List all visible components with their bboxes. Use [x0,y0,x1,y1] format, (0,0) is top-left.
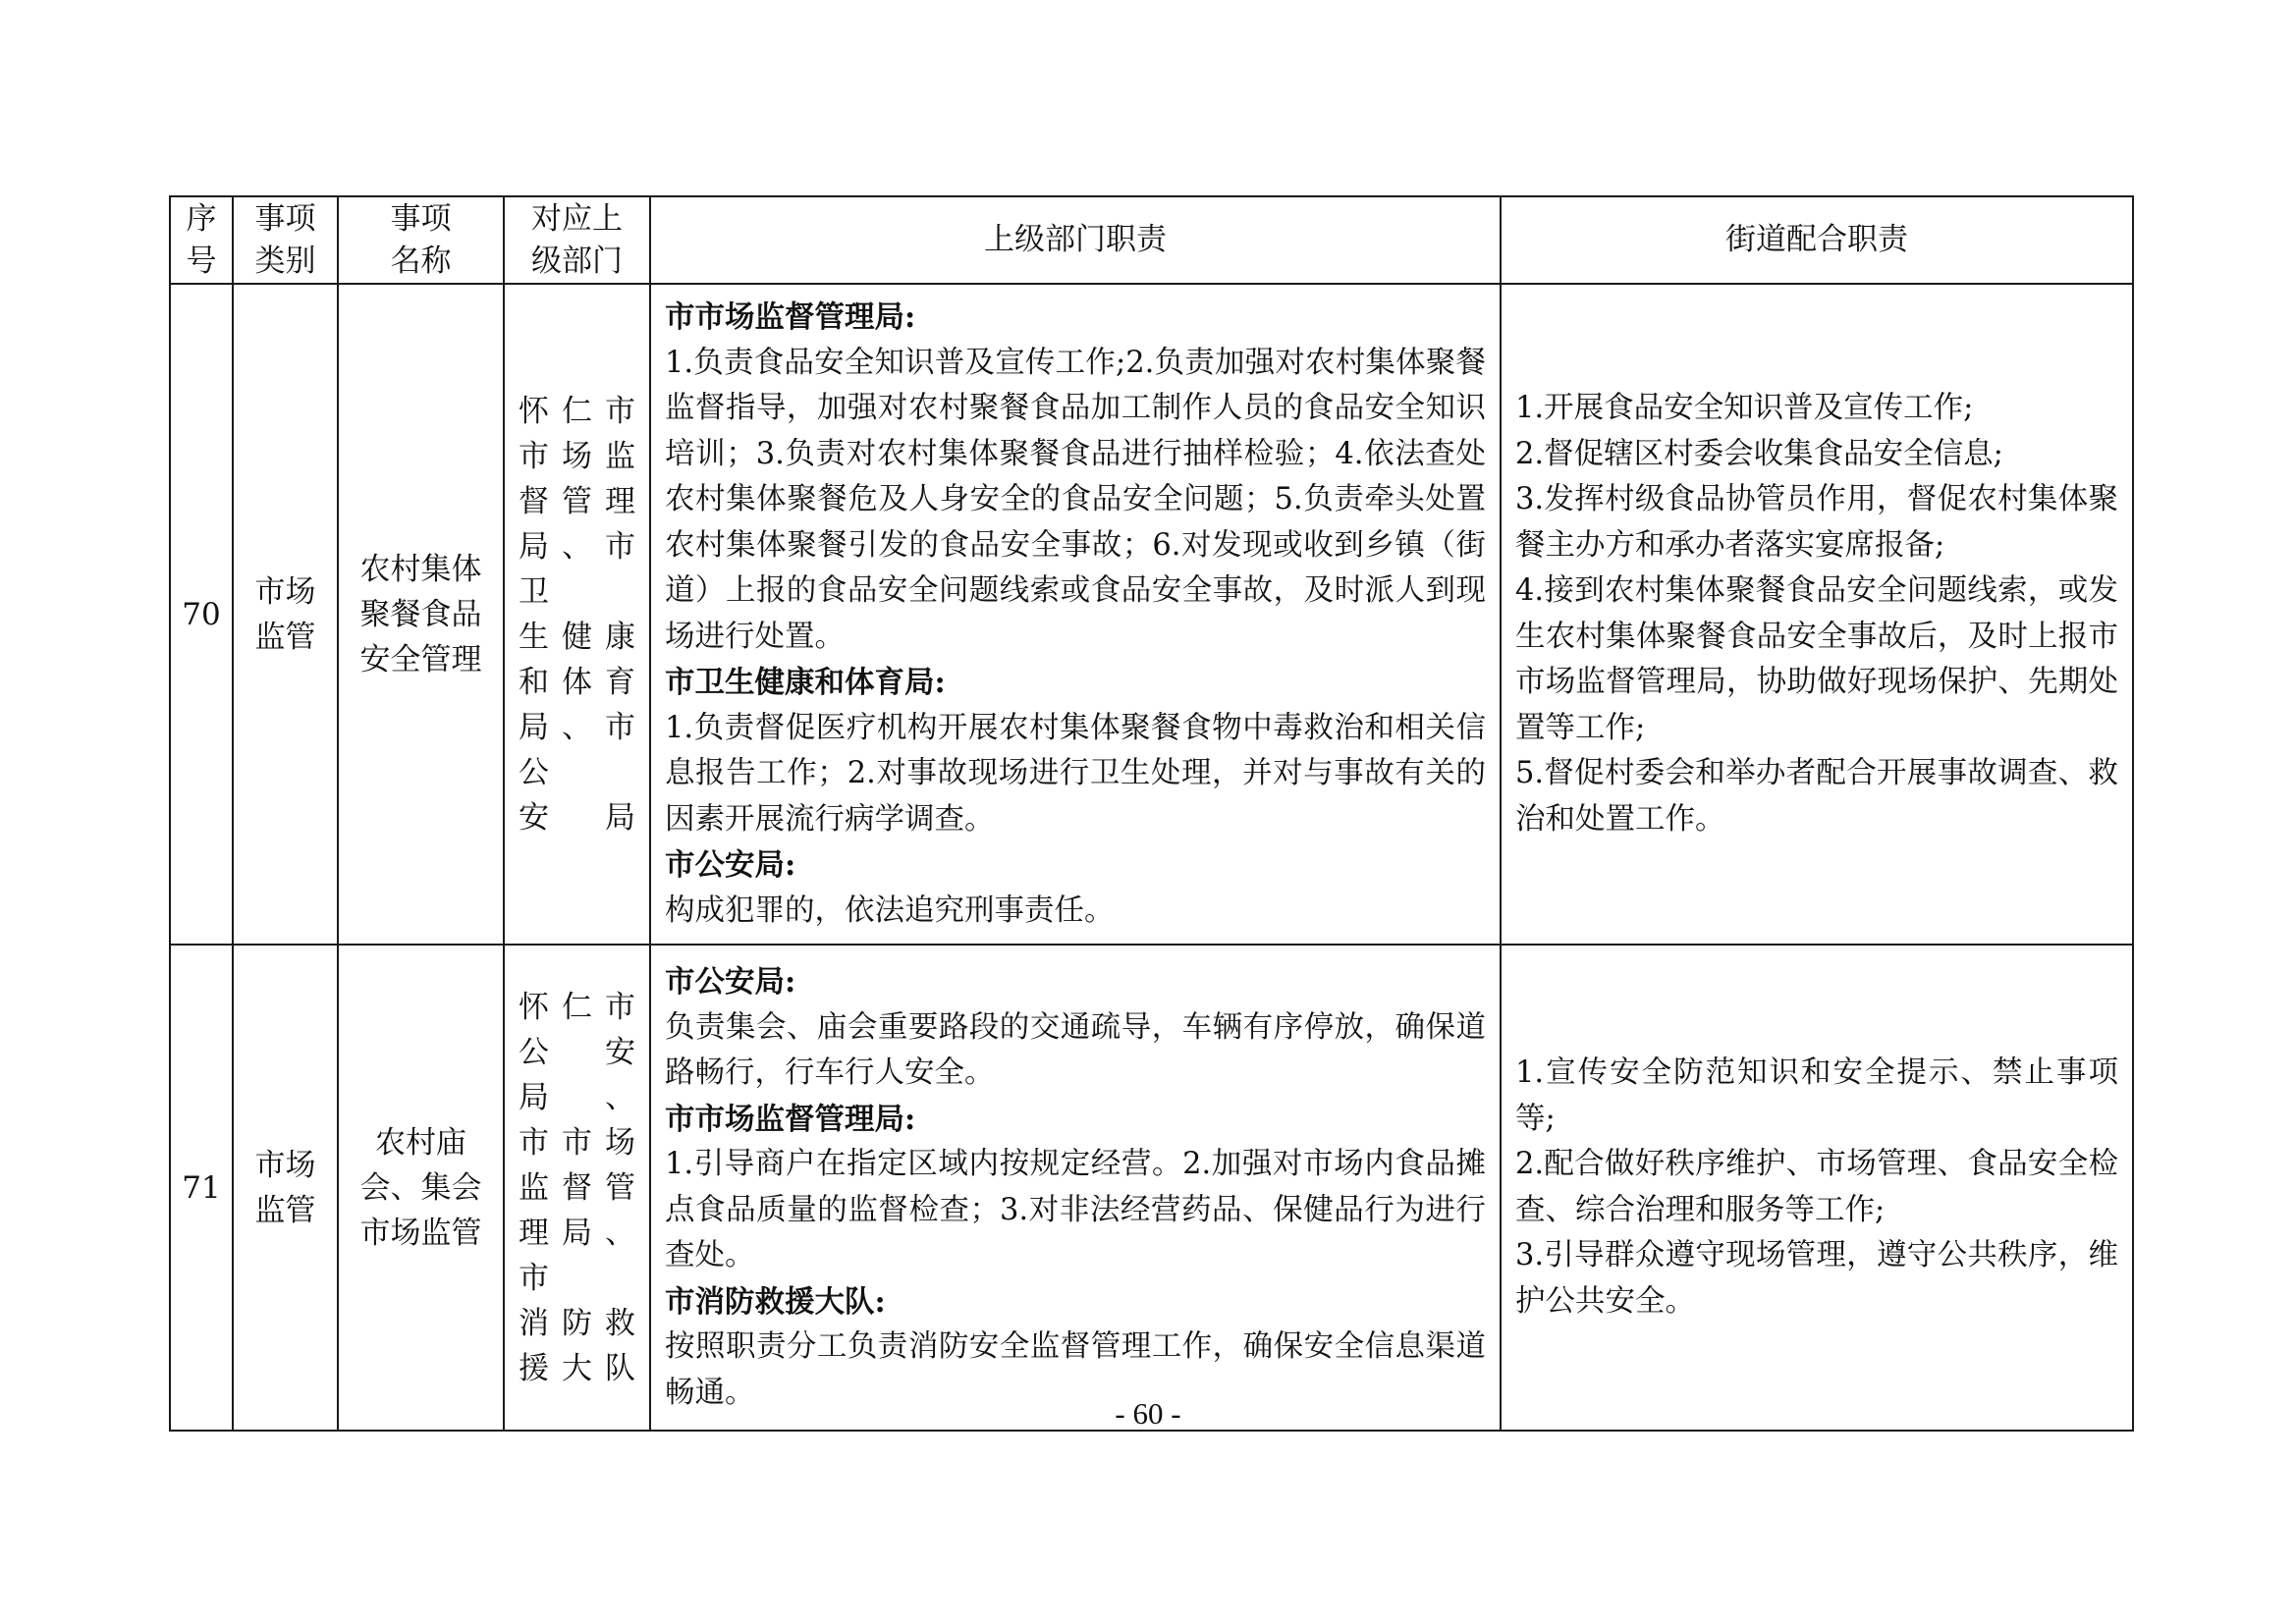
row-item-name-line: 农村集体 [359,551,482,587]
street-duty-item: 1.宣传安全防范知识和安全提示、禁止事项等; [1515,1055,2118,1136]
row-category [233,945,338,1431]
header-row [170,196,2133,284]
row-category-line: 市场 [254,573,316,610]
table-row [170,945,2133,1431]
row-category [233,284,338,945]
row-dept-line: 消防救 [519,1305,635,1341]
row-category-line: 监管 [254,1192,316,1228]
row-category-line: 监管 [254,619,316,655]
row-street-duty [1501,284,2133,945]
row-item-name [338,284,504,945]
upper-dept-duty: 构成犯罪的，依法追究刑事责任。 [665,893,1115,928]
header-upper-duty: 上级部门职责 [650,196,1501,284]
upper-dept-duty: 1.负责督促医疗机构开展农村集体聚餐食物中毒救治和相关信息报告工作；2.对事故现场进行卫生处理，并对与事故有关的因素开展流行病学调查。 [665,710,1486,837]
header-category: 事项 类别 [233,196,338,284]
street-duty-item: 3.发挥村级食品协管员作用，督促农村集体聚餐主办方和承办者落实宴席报备; [1515,482,2118,563]
table-row [170,284,2133,945]
row-dept-line: 市场监 [519,438,635,474]
row-dept-line: 局、市公 [519,709,635,790]
upper-dept-duty: 1.负责食品安全知识普及宣传工作;2.负责加强对农村集体聚餐监督指导，加强对农村聚餐食品加工制作人员的食品安全知识培训；3.负责对农村集体聚餐食品进行抽样检验；4.依法查处农村集体聚餐危及人身安全的食品安全问题；5.负责牵头处置农村集体聚餐引发的食品安全事故；6.对发现或收到乡镇（街道）上报的食品安全问题线索或食品安全事故，及时派人到现场进行处置。 [665,345,1486,654]
upper-dept-heading: 市市场监督管理局: [665,299,916,335]
row-item-name [338,945,504,1431]
street-duty-item: 4.接到农村集体聚餐食品安全问题线索，或发生农村集体聚餐食品安全事故后，及时上报市市场监督管理局，协助做好现场保护、先期处置等工作; [1515,573,2118,745]
row-dept-line: 公安局、 [519,1034,635,1115]
header-name: 事项 名称 [338,196,504,284]
street-duty-item: 2.配合做好秩序维护、市场管理、食品安全检查、综合治理和服务等工作; [1515,1147,2118,1227]
upper-dept-duty: 按照职责分工负责消防安全监督管理工作，确保安全信息渠道畅通。 [665,1329,1486,1410]
page-number: - 60 - [1115,1396,1181,1431]
row-dept-line: 安局 [519,799,635,836]
row-item-name-line: 市场监管 [359,1215,482,1251]
row-item-name-line: 聚餐食品 [359,596,482,632]
row-street-duty [1501,945,2133,1431]
header-seq: 序 号 [170,196,233,284]
upper-dept-duty: 1.引导商户在指定区域内按规定经营。2.加强对市场内食品摊点食品质量的监督检查；3.对非法经营药品、保健品行为进行查处。 [665,1147,1486,1272]
row-item-name-line: 会、集会 [359,1169,482,1206]
row-dept [504,945,650,1431]
row-seq: 70 [170,284,233,945]
row-dept-line: 生健康 [519,619,635,655]
duty-table [169,195,2134,1432]
upper-dept-heading: 市消防救援大队: [665,1283,886,1320]
row-upper-duty [650,945,1501,1431]
row-category-line: 市场 [254,1147,316,1183]
street-duty-item: 1.开展食品安全知识普及宣传工作; [1515,391,1974,425]
row-dept-line: 怀仁市 [519,393,635,429]
upper-dept-heading: 市卫生健康和体育局: [665,665,946,700]
row-dept [504,284,650,945]
upper-dept-heading: 市公安局: [665,847,796,883]
row-dept-line: 市市场 [519,1124,635,1161]
row-item-name-line: 安全管理 [359,641,482,677]
row-upper-duty [650,284,1501,945]
street-duty-item: 3.引导群众遵守现场管理，遵守公共秩序，维护公共安全。 [1515,1238,2118,1319]
street-duty-item: 5.督促村委会和举办者配合开展事故调查、救治和处置工作。 [1515,756,2118,837]
row-dept-line: 督管理 [519,483,635,519]
street-duty-item: 2.督促辖区村委会收集食品安全信息; [1515,436,2003,471]
row-seq: 71 [170,945,233,1431]
row-dept-line: 局、市卫 [519,528,635,610]
header-dept: 对应上 级部门 [504,196,650,284]
upper-dept-heading: 市公安局: [665,964,796,1000]
row-item-name-line: 农村庙 [375,1124,466,1161]
row-dept-line: 怀仁市 [519,989,635,1025]
row-dept-line: 援大队 [519,1350,635,1386]
row-dept-line: 监督管 [519,1169,635,1206]
header-street-duty: 街道配合职责 [1501,196,2133,284]
row-dept-line: 和体育 [519,664,635,700]
upper-dept-duty: 负责集会、庙会重要路段的交通疏导，车辆有序停放，确保道路畅行，行车行人安全。 [665,1009,1486,1090]
row-dept-line: 理局、市 [519,1215,635,1296]
upper-dept-heading: 市市场监督管理局: [665,1101,916,1137]
